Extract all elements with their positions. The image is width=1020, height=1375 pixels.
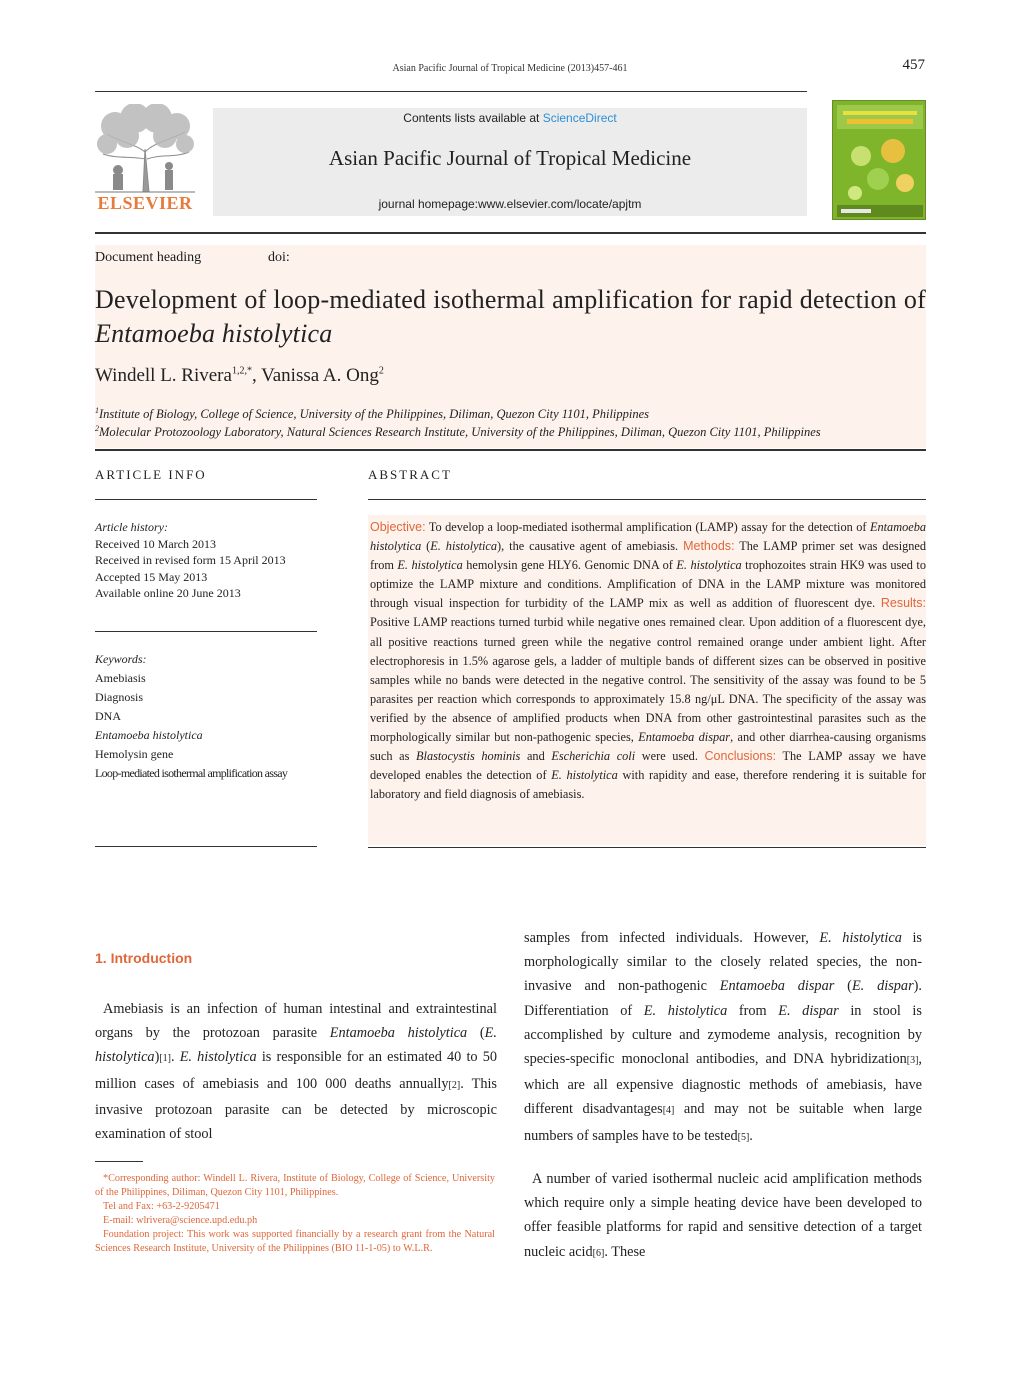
- intro-paragraph-left: [95, 997, 497, 1146]
- paper-title: [95, 283, 926, 351]
- article-info-heading: ARTICLE INFO: [95, 467, 207, 482]
- body-segment: , which are all expensive diagnostic methods of amebiasis, have different disadvantages: [524, 1051, 922, 1118]
- abstract-text: [370, 518, 926, 804]
- author-separator: ,: [251, 365, 262, 386]
- history-label: Article history:: [95, 520, 168, 534]
- body-segment: .: [749, 1127, 753, 1144]
- methods-label: Methods:: [683, 539, 735, 554]
- contents-prefix: Contents lists available at: [403, 111, 543, 125]
- abstract-heading: ABSTRACT: [368, 467, 452, 482]
- body-segment: . This invasive protozoan parasite can be detected by microscopic examination of stool: [95, 1075, 497, 1143]
- body-segment: .: [171, 1049, 180, 1066]
- body-species: E. histolytica: [179, 1049, 257, 1066]
- abstract-bottom-rule: [368, 847, 926, 848]
- keywords-rule: [95, 846, 317, 847]
- elsevier-logo: [95, 104, 195, 214]
- running-head: Asian Pacific Journal of Tropical Medicine (2013)457-461: [392, 63, 628, 74]
- corresponding-author-note: *Corresponding author: Windell L. Rivera, Institute of Biology, College of Science, University of the Philippines, Diliman, Quezon City 1101, Philippines.: [95, 1173, 495, 1198]
- affiliation-2-mark: 2: [95, 424, 99, 433]
- intro-paragraph-right: [524, 926, 922, 1150]
- footnotes: [95, 1172, 495, 1256]
- author-2-affiliation-marks: 2: [378, 365, 384, 377]
- keyword-item: Amebiasis: [95, 671, 146, 685]
- title-main: Development of loop-mediated isothermal amplification for rapid detection of: [95, 285, 926, 314]
- body-segment: Amebiasis is an infection of human intestinal and extraintestinal organs by the protozoan parasite: [95, 1001, 497, 1042]
- abstract-species: Blastocystis hominis: [416, 749, 521, 764]
- abstract-species: E. histolytica: [397, 558, 463, 573]
- citation-link[interactable]: [4]: [662, 1105, 675, 1117]
- tel-fax-note: Tel and Fax: +63-2-9205471: [103, 1201, 220, 1212]
- body-segment: is responsible for an estimated 40 to 50 million cases of amebiasis and 100 000 deaths annually: [95, 1049, 497, 1092]
- page-number: 457: [902, 57, 925, 73]
- body-segment: (: [834, 978, 852, 995]
- body-segment: and may not be suitable when large numbers of samples have to be tested: [524, 1101, 922, 1144]
- title-italic: Entamoeba histolytica: [95, 319, 333, 348]
- abstract-segment: hemolysin gene HLY6. Genomic DNA of: [462, 558, 677, 573]
- affiliation-2: [95, 424, 821, 440]
- title-block: [95, 245, 926, 448]
- abstract-segment: Positive LAMP reactions turned turbid while negative ones remained clear. Upon addition of a fluorescent dye, all positive reactions turned green while the negative control remained orange under ambient light. After electrophoresis in 1.5% agarose gels, a ladder of multiple bands of different sizes can be observed in positive samples while no bands were detected in the negative control. The sensitivity of the assay was found to be 5 parasites per reaction which corresponds to approximately 15.8 ng/μL DNA. The specificity of the assay was verified by the absence of amplified products when DNA from other gastrointestinal parasites such as the morphologically similar but non-pathogenic species,: [370, 615, 926, 745]
- journal-homepage-link[interactable]: journal homepage:www.elsevier.com/locate/apjtm: [378, 197, 642, 211]
- abstract-segment: trophozoites strain HK9 was used to optimize the LAMP mixture and conditions. Amplification of DNA in the LAMP mixture was monitored through visual inspection for turbidity of the LAMP mix as well as addition of fluorescent dye.: [370, 558, 926, 611]
- body-segment: ). Differentiation of: [524, 978, 922, 1019]
- abstract-species: E. histolytica: [551, 768, 618, 783]
- affiliation-2-text: Molecular Protozoology Laboratory, Natural Sciences Research Institute, University of the Philippines, Diliman, Quezon City 1101, Philippines: [99, 425, 821, 440]
- contents-line: [213, 111, 807, 125]
- keyword-item: DNA: [95, 709, 121, 723]
- journal-name: Asian Pacific Journal of Tropical Medicine: [328, 146, 692, 170]
- elsevier-wordmark: ELSEVIER: [97, 193, 193, 213]
- title-rule: [95, 449, 926, 451]
- body-species: E. histolytica: [95, 1025, 497, 1066]
- abstract-rule: [368, 499, 926, 500]
- article-history: [95, 519, 286, 602]
- body-segment: A number of varied isothermal nucleic acid amplification methods which require only a simple heating device have been developed to offer feasible platforms for rapid and sensitive detection of a target nucleic acid: [524, 1171, 922, 1260]
- banner-rule: [95, 232, 926, 234]
- cover-art-icon: [833, 101, 926, 220]
- author-1-affiliation-marks: 1,2,*: [231, 365, 252, 377]
- body-segment: (: [467, 1025, 485, 1042]
- body-segment: samples from infected individuals. However,: [524, 930, 820, 946]
- article-info-rule: [95, 499, 317, 500]
- history-rule: [95, 631, 317, 632]
- footnote-rule: [95, 1161, 143, 1162]
- affiliation-1-text: Institute of Biology, College of Science, University of the Philippines, Diliman, Quezon City 1101, Philippines: [99, 407, 650, 422]
- body-species: E. dispar: [851, 978, 914, 995]
- conclusions-label: Conclusions:: [704, 749, 777, 764]
- abstract-segment: (: [421, 539, 431, 554]
- abstract-species: Entamoeba histolytica: [370, 520, 926, 554]
- abstract-species: E. histolytica: [676, 558, 742, 573]
- header-rule: [95, 91, 807, 92]
- abstract-box: [368, 515, 926, 845]
- citation-link[interactable]: [6]: [592, 1247, 605, 1259]
- body-segment: is morphologically similar to the closely related species, the non-invasive and non-pathogenic: [524, 930, 922, 995]
- abstract-species: E. histolytica: [430, 539, 498, 554]
- keyword-item: Hemolysin gene: [95, 747, 174, 761]
- objective-label: Objective:: [370, 520, 426, 534]
- body-species: Entamoeba dispar: [719, 978, 835, 995]
- history-online: Available online 20 June 2013: [95, 586, 241, 601]
- abstract-species: Entamoeba dispar: [638, 730, 731, 745]
- body-species: Entamoeba histolytica: [329, 1025, 468, 1042]
- sciencedirect-link[interactable]: ScienceDirect: [542, 111, 617, 125]
- citation-link[interactable]: [2]: [448, 1079, 461, 1091]
- body-segment: in stool is accomplished by culture and zymodeme analysis, recognition by species-specific monoclonal antibodies, and DNA hybridization: [524, 1002, 922, 1068]
- abstract-segment: ), the causative agent of amebiasis.: [497, 539, 684, 554]
- affiliation-1: [95, 406, 649, 422]
- abstract-segment: , and other diarrhea-causing organisms such as: [370, 730, 927, 764]
- body-species: E. histolytica: [819, 930, 902, 946]
- citation-link[interactable]: [1]: [159, 1053, 171, 1065]
- keyword-item: Loop-mediated isothermal amplification assay: [95, 766, 288, 780]
- abstract-species: Escherichia coli: [551, 749, 636, 764]
- body-species: E. dispar: [778, 1002, 839, 1019]
- elsevier-tree-icon: [95, 104, 195, 194]
- keywords: [95, 650, 287, 783]
- intro-paragraph-right-2: [524, 1167, 922, 1266]
- abstract-segment: To develop a loop-mediated isothermal amplification (LAMP) assay for the detection of: [425, 520, 870, 534]
- affiliation-1-mark: 1: [95, 406, 99, 415]
- body-segment: ): [154, 1049, 160, 1066]
- keyword-item: Entamoeba histolytica: [95, 728, 203, 742]
- keywords-label: Keywords:: [95, 652, 147, 666]
- abstract-segment: The LAMP primer set was designed from: [370, 539, 927, 573]
- foundation-note: Foundation project: This work was supported financially by a research grant from the Natural Sciences Research Institute, University of the Philippines (BIO 11-1-05) to W.L.R.: [95, 1229, 495, 1254]
- results-label: Results:: [880, 596, 926, 611]
- journal-cover-image: [832, 100, 926, 220]
- citation-link[interactable]: [5]: [737, 1131, 750, 1143]
- abstract-segment: and: [520, 749, 552, 764]
- body-segment: . These: [604, 1243, 646, 1260]
- history-received: Received 10 March 2013: [95, 536, 216, 551]
- abstract-segment: The LAMP assay we have developed enables the detection of: [370, 749, 926, 783]
- abstract-segment: were used.: [635, 749, 705, 764]
- keyword-item: Diagnosis: [95, 690, 143, 704]
- history-revised: Received in revised form 15 April 2013: [95, 553, 286, 568]
- document-heading-label: Document heading: [95, 250, 202, 265]
- history-accepted: Accepted 15 May 2013: [95, 569, 208, 584]
- body-species: E. histolytica: [643, 1002, 728, 1019]
- author-list: [95, 365, 384, 387]
- abstract-segment: with rapidity and ease, therefore rendering it is suitable for laboratory and field diagnosis of amebiasis.: [370, 768, 926, 802]
- email-link[interactable]: E-mail: wlrivera@science.upd.edu.ph: [103, 1215, 258, 1226]
- author-1: Windell L. Rivera: [95, 365, 232, 386]
- introduction-heading: 1. Introduction: [95, 950, 193, 966]
- doi-label: doi:: [268, 250, 290, 265]
- body-segment: from: [727, 1002, 779, 1019]
- journal-banner: [213, 108, 807, 216]
- author-2: Vanissa A. Ong: [261, 365, 379, 386]
- citation-link[interactable]: [3]: [906, 1055, 919, 1067]
